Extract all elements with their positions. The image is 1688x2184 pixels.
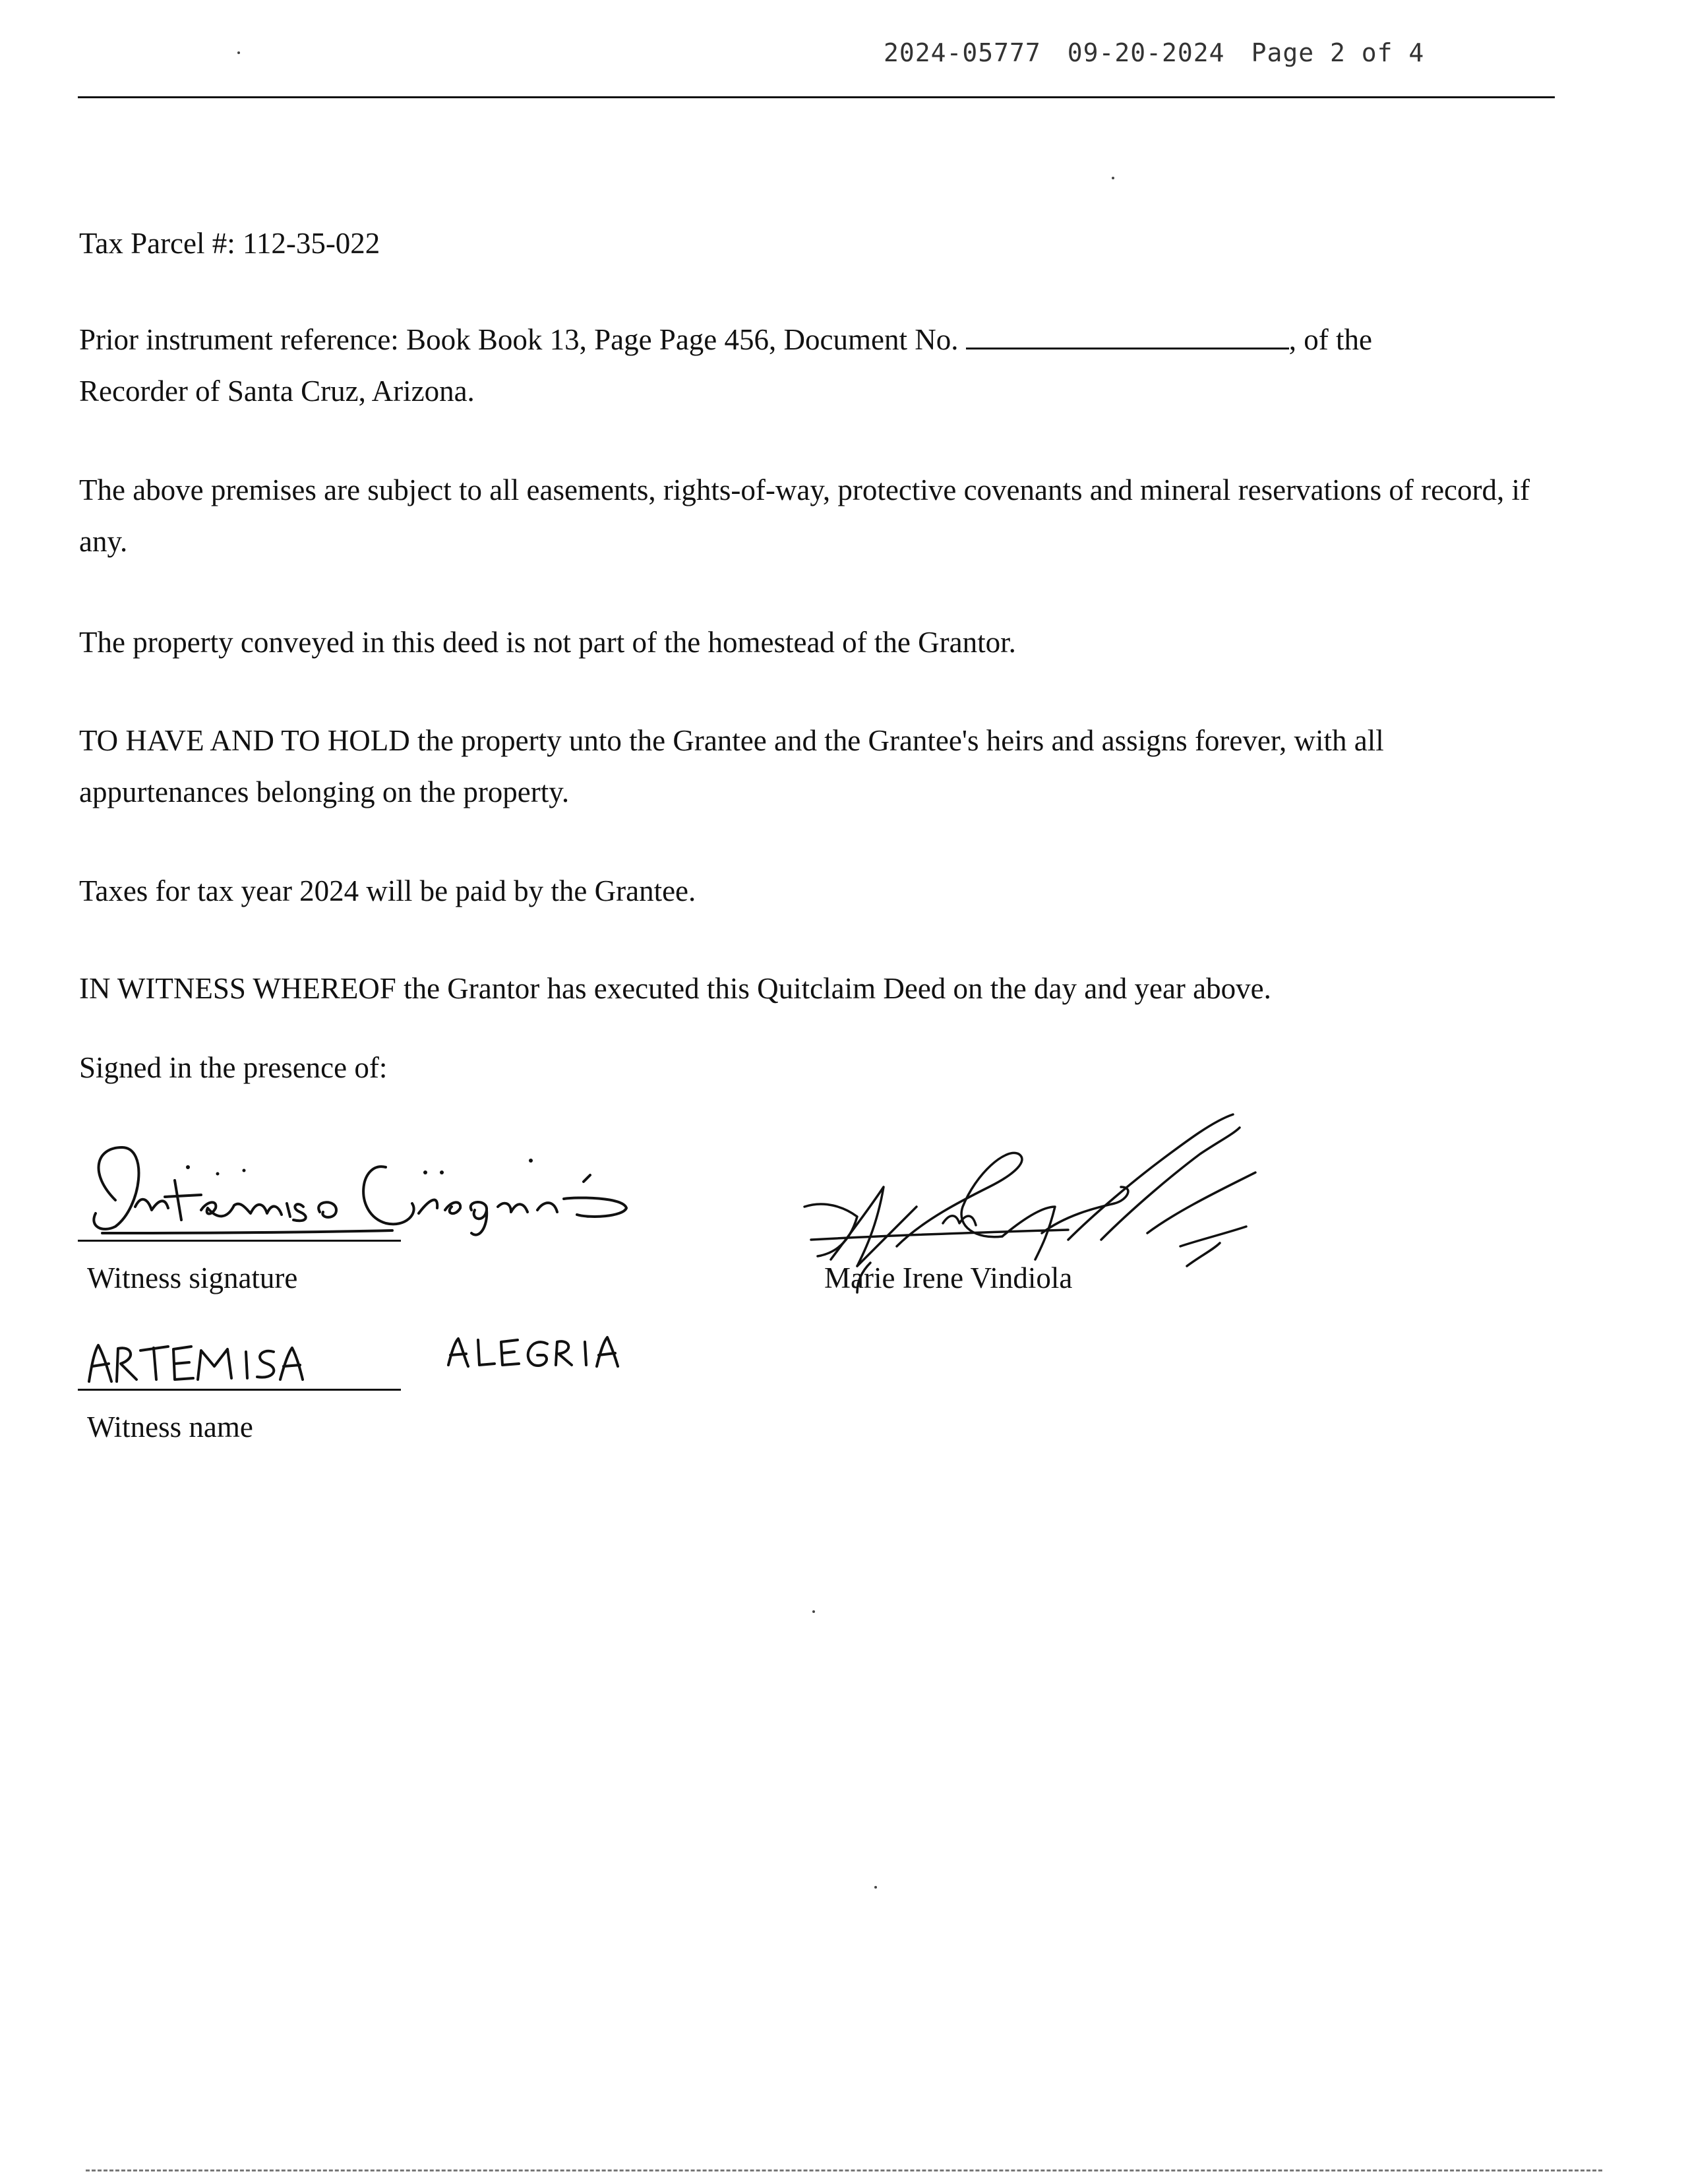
grantor-name-caption: Marie Irene Vindiola (824, 1261, 1073, 1294)
habendum-paragraph: TO HAVE AND TO HOLD the property unto the Grantee and the Grantee's heirs and assigns forever, with all appurtenances belonging on the property. (79, 724, 1384, 808)
scan-speck (1112, 177, 1114, 179)
page-bottom-edge (86, 2169, 1602, 2171)
header-divider (78, 96, 1555, 98)
prior-reference-recorder: Recorder of Santa Cruz, Arizona. (79, 375, 475, 408)
witness-signature-line (78, 1240, 401, 1242)
recording-date: 09-20-2024 (1067, 38, 1225, 67)
prior-reference-text: Prior instrument reference: Book Book 13, Page Page 456, Document No. (79, 323, 959, 356)
taxes-paragraph: Taxes for tax year 2024 will be paid by the Grantee. (79, 874, 696, 907)
prior-reference-suffix: , of the (1288, 323, 1372, 356)
signed-presence-line: Signed in the presence of: (79, 1051, 388, 1084)
document-number: 2024-05777 (884, 38, 1041, 67)
witness-name-handwriting (82, 1332, 649, 1391)
premises-paragraph: The above premises are subject to all easements, rights-of-way, protective covenants and mineral reservations of record, if any. (79, 473, 1530, 558)
witness-clause: IN WITNESS WHEREOF the Grantor has executed this Quitclaim Deed on the day and year above. (79, 972, 1271, 1005)
scan-speck (237, 51, 240, 54)
scan-speck (874, 1886, 877, 1889)
prior-instrument-reference (79, 314, 1556, 417)
page-indicator: Page 2 of 4 (1251, 38, 1425, 67)
witness-name-line (78, 1389, 401, 1391)
homestead-paragraph: The property conveyed in this deed is not part of the homestead of the Grantor. (79, 626, 1016, 659)
witness-signature-handwriting (76, 1134, 669, 1246)
tax-parcel-line: Tax Parcel #: 112-35-022 (79, 227, 380, 260)
scan-speck (812, 1610, 815, 1613)
witness-name-caption: Witness name (87, 1410, 253, 1443)
document-number-blank (966, 321, 1289, 349)
recording-stamp (884, 38, 1451, 67)
witness-signature-caption: Witness signature (87, 1261, 298, 1294)
